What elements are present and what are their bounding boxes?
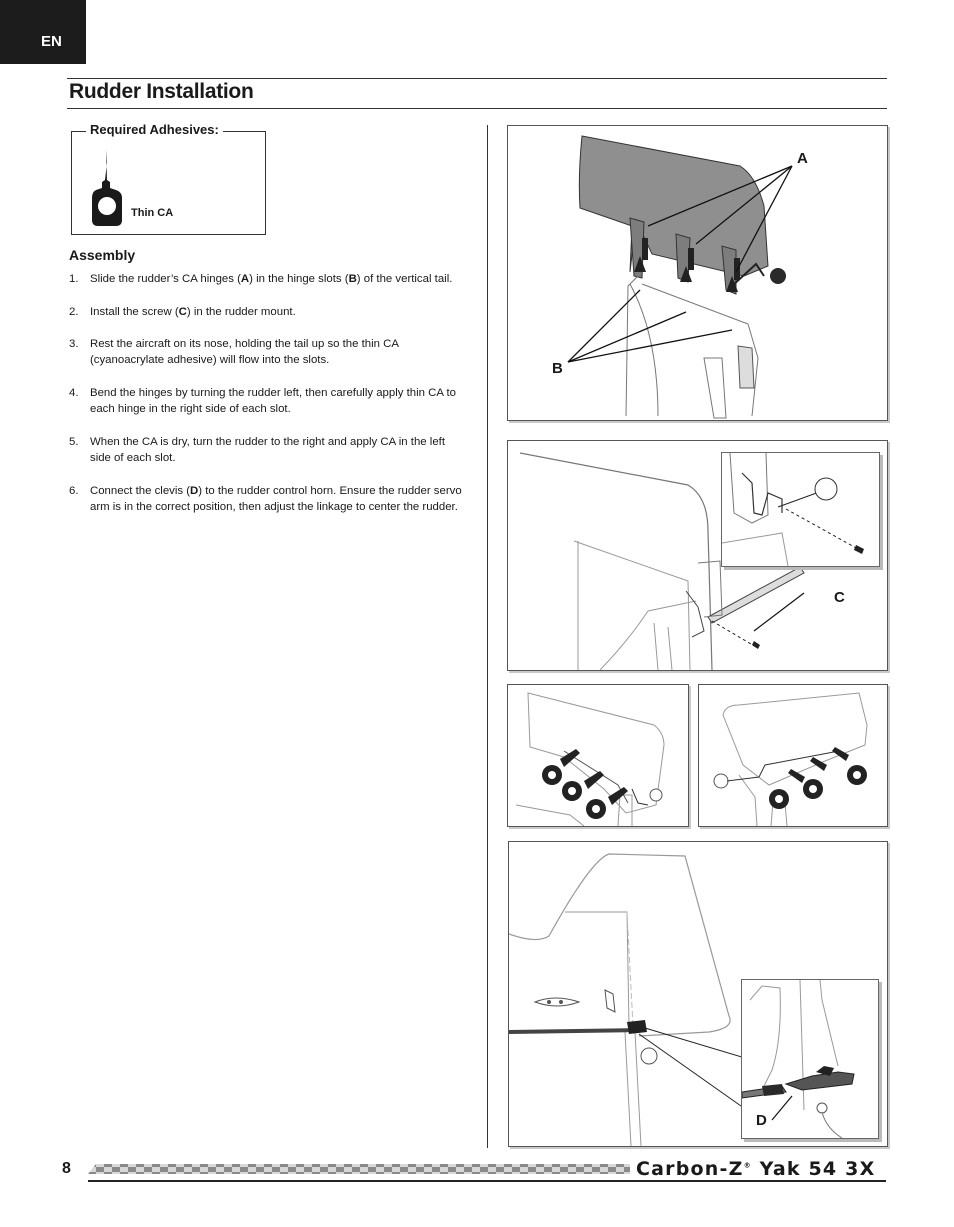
ca-left-illustration	[508, 685, 688, 826]
footer-rule	[88, 1180, 886, 1182]
screw-detail-inset	[721, 452, 880, 567]
language-tab	[0, 0, 86, 64]
step-item: 4. Bend the hinges by turning the rudder left, then carefully apply thin CA to each hinge in the right side of each slot.	[69, 387, 456, 416]
step-item: 5. When the CA is dry, turn the rudder to the right and apply CA in the left side of each slot.	[69, 435, 445, 465]
adhesive-label: Thin CA	[131, 207, 174, 219]
column-divider	[487, 125, 488, 1148]
callout-b: B	[552, 360, 563, 377]
figure-clevis-connect	[508, 841, 888, 1147]
brand-name: Carbon-Z	[636, 1158, 744, 1180]
ca-right-illustration	[699, 685, 887, 826]
figure-ca-left	[507, 684, 689, 827]
step-item: 6. Connect the clevis (D) to the rudder control horn. Ensure the rudder servo arm is in the correct position, then adjust the linkage to center the rudder.	[69, 484, 462, 514]
step-item: 3. Rest the aircraft on its nose, holding the tail up so the thin CA (cyanoacrylate adhesive) will flow into the slots.	[69, 338, 399, 367]
hinge-insert-illustration	[508, 126, 887, 420]
ca-bottle-icon	[88, 150, 128, 230]
page-title: Rudder Installation	[69, 80, 254, 103]
assembly-steps	[69, 271, 469, 532]
step-text: Install the screw (C) in the rudder mount.	[90, 305, 296, 318]
adhesives-title: Required Adhesives:	[86, 122, 223, 137]
checkered-banner	[88, 1162, 630, 1178]
step-text: Bend the hinges by turning the rudder left, then carefully apply thin CA to each hinge in the right side of each slot.	[90, 387, 456, 416]
step-item: 2. Install the screw (C) in the rudder mount.	[69, 305, 296, 318]
step-text: Slide the rudder’s CA hinges (A) in the hinge slots (B) of the vertical tail.	[90, 273, 453, 285]
figure-hinge-insert	[507, 125, 888, 421]
assembly-heading: Assembly	[69, 247, 136, 263]
step-text: Connect the clevis (D) to the rudder control horn. Ensure the rudder servo arm is in the correct position, then adjust the linkage to center the rudder.	[90, 484, 462, 514]
language-label: EN	[41, 33, 62, 50]
screw-detail-illustration	[722, 453, 879, 566]
callout-a: A	[797, 150, 808, 167]
step-text: Rest the aircraft on its nose, holding the tail up so the thin CA (cyanoacrylate adhesive) will flow into the slots.	[90, 338, 399, 367]
brand-wordmark	[636, 1158, 875, 1180]
step-text: When the CA is dry, turn the rudder to the right and apply CA in the left side of each slot.	[90, 435, 445, 465]
callout-d: D	[756, 1112, 767, 1129]
figure-screw-install	[507, 440, 888, 671]
title-rule-top	[67, 78, 887, 79]
page-number: 8	[62, 1160, 71, 1177]
model-name: Yak 54 3X	[759, 1158, 876, 1180]
brand-trademark: ®	[743, 1161, 752, 1170]
callout-c: C	[834, 589, 845, 606]
figure-ca-right	[698, 684, 888, 827]
title-rule-bottom	[67, 108, 887, 109]
step-item: 1. Slide the rudder’s CA hinges (A) in the hinge slots (B) of the vertical tail.	[69, 273, 453, 285]
